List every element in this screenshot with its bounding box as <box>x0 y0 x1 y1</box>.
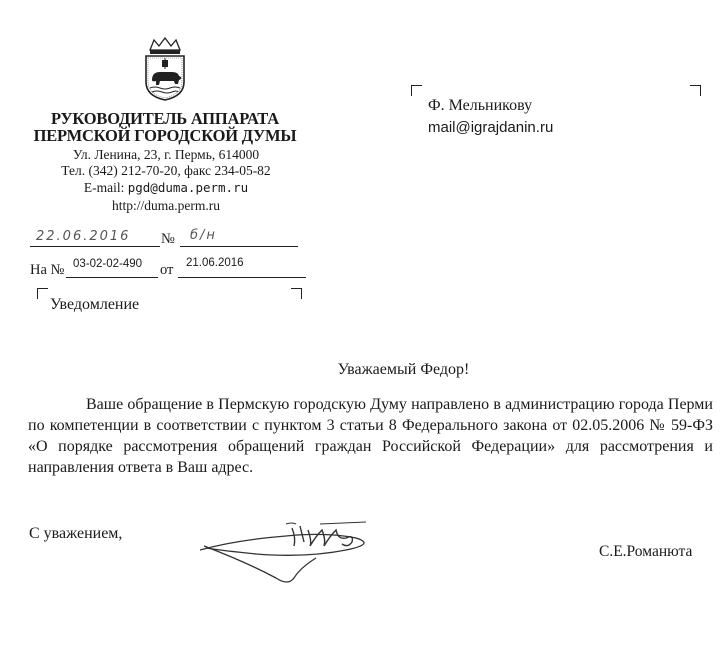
org-email-line <box>30 180 302 196</box>
reply-date: 21.06.2016 <box>186 257 244 269</box>
recipient-email: mail@igrajdanin.ru <box>428 119 554 136</box>
letter-body <box>28 394 713 478</box>
registration-number: б/н <box>190 228 217 243</box>
org-address: Ул. Ленина, 23, г. Пермь, 614000 <box>72 147 260 162</box>
date-underline <box>30 246 160 247</box>
subject: Уведомление <box>50 296 140 313</box>
subject-corner-right <box>291 288 302 299</box>
reply-number-underline <box>66 277 158 278</box>
recipient-name: Ф. Мельникову <box>428 97 533 114</box>
handwritten-signature <box>196 518 396 598</box>
org-website: http://duma.perm.ru <box>112 198 220 213</box>
org-title-line1: РУКОВОДИТЕЛЬ АППАРАТА <box>51 109 279 128</box>
letter-body-text: Ваше обращение в Пермскую городскую Думу направлено в администрацию города Перми по компетенции в соответствии с пунктом 3 статьи 8 Федерального закона от 02.05.2006 № 59-ФЗ «О порядке рассмотрения обращений граждан Российской Федерации» для рассмотрения и направления ответа в Ваш адрес. <box>28 396 713 476</box>
reply-from-label: от <box>160 262 174 278</box>
reply-number-label: На № <box>30 262 65 278</box>
reply-date-underline <box>178 277 306 278</box>
closing: С уважением, <box>29 525 123 542</box>
perm-coat-of-arms-icon <box>140 36 190 102</box>
signer-name: С.Е.Романюта <box>599 543 693 560</box>
greeting: Уважаемый Федор! <box>337 361 470 378</box>
email-label: E-mail: <box>83 180 128 195</box>
registration-date: 22.06.2016 <box>36 229 131 244</box>
org-phone: Тел. (342) 212-70-20, факс 234-05-82 <box>61 163 271 178</box>
org-title-line2: ПЕРМСКОЙ ГОРОДСКОЙ ДУМЫ <box>33 126 297 145</box>
recipient-corner-right <box>690 85 701 96</box>
subject-corner-left <box>37 288 48 299</box>
registration-number-label: № <box>161 231 175 247</box>
recipient-corner-left <box>411 85 422 96</box>
reply-number: 03-02-02-490 <box>73 258 143 270</box>
org-email: pgd@duma.perm.ru <box>127 180 249 195</box>
number-underline <box>180 246 298 247</box>
